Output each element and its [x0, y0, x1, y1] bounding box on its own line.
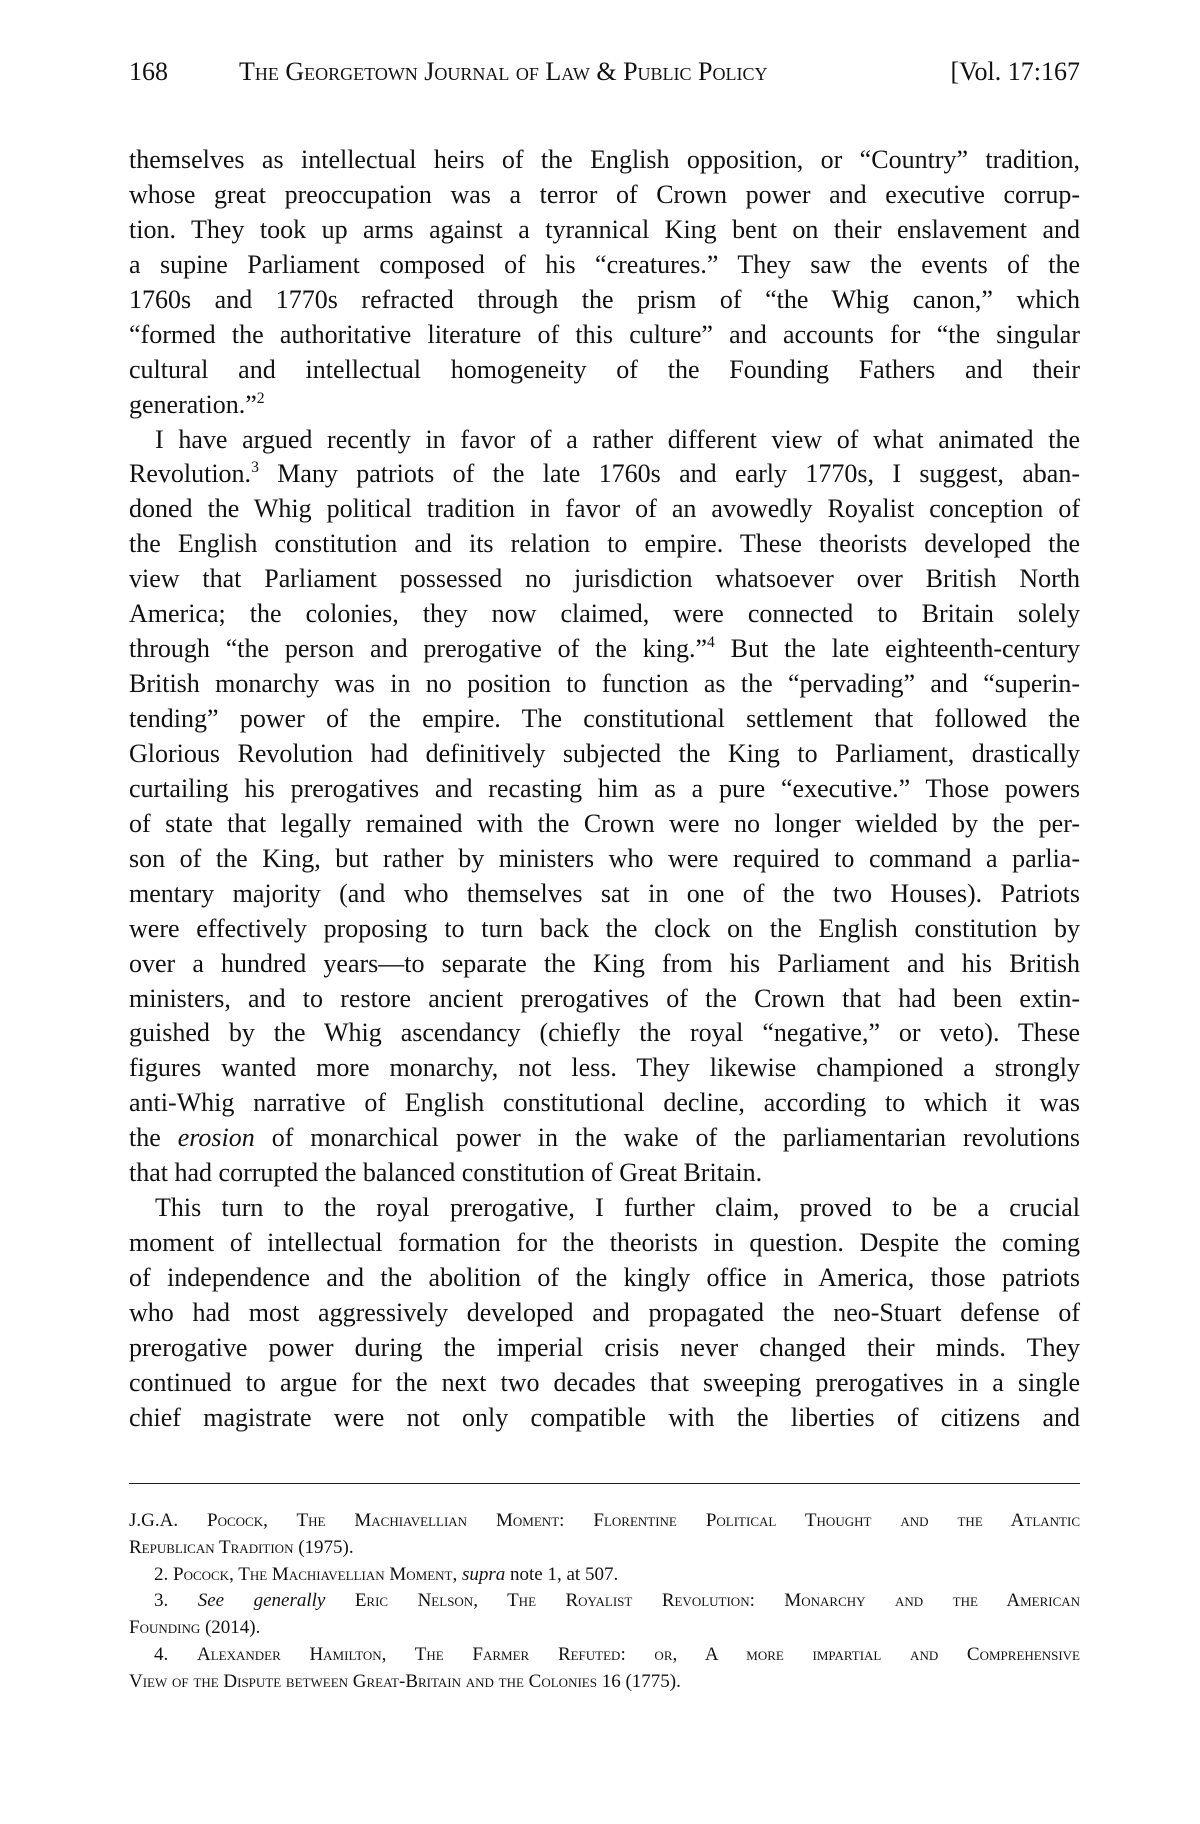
text-segment: the	[129, 1123, 178, 1153]
footnotes	[129, 1508, 1080, 1696]
text-line: I have argued recently in favor of a rather different view of what animated the	[155, 424, 1080, 454]
footnote-line	[129, 1669, 1080, 1696]
text-line: view that Parliament possessed no jurisdiction whatsoever over British North	[129, 564, 1080, 594]
text-line	[129, 388, 1080, 423]
text-segment: Founding	[129, 1617, 201, 1639]
text-line: guished by the Whig ascendancy (chiefly the royal “negative,” or veto). These	[129, 1018, 1080, 1048]
text-line: British monarchy was in no position to function as the “pervading” and “superin-	[129, 669, 1080, 699]
text-segment: View of the Dispute between Great-Britain and the Colonies	[129, 1670, 597, 1692]
volume-citation: [Vol. 17:167	[950, 57, 1080, 86]
footnote-marker: 3	[251, 459, 259, 477]
text-segment: J.G.A. Pocock, The Machiavellian Moment: Florentine Political Thought and the Atlantic	[129, 1510, 1080, 1531]
text-line: moment of intellectual formation for the theorists in question. Despite the coming	[129, 1228, 1080, 1258]
footnote-line	[129, 1588, 1080, 1615]
text-line: curtailing his prerogatives and recasting him as a pure “executive.” Those powers	[129, 773, 1080, 803]
text-segment: But the late eighteenth-century	[714, 634, 1080, 664]
text-line: mentary majority (and who themselves sat in one of the two Houses). Patriots	[129, 878, 1080, 908]
footnote	[129, 1642, 1080, 1696]
text-segment: ,	[452, 1563, 462, 1585]
text-line: the English constitution and its relation to empire. These theorists developed the	[129, 529, 1080, 559]
text-line: continued to argue for the next two decades that sweeping prerogatives in a single	[129, 1367, 1080, 1397]
text-segment: 2.	[154, 1563, 173, 1585]
text-line: cultural and intellectual homogeneity of the Founding Fathers and their	[129, 354, 1080, 384]
text-segment: through “the person and prerogative of the king.”	[129, 634, 708, 664]
text-line: 1760s and 1770s refracted through the prism of “the Whig canon,” which	[129, 284, 1080, 314]
footnote-line	[129, 1562, 1080, 1589]
text-line: were effectively proposing to turn back the clock on the English constitution by	[129, 913, 1080, 943]
text-segment: Revolution.	[129, 459, 252, 489]
text-segment: (2014).	[200, 1617, 261, 1639]
text-line: tending” power of the empire. The constitutional settlement that followed the	[129, 704, 1080, 733]
footnote-line	[129, 1508, 1080, 1535]
text-line: tion. They took up arms against a tyrannical King bent on their enslavement and	[129, 214, 1080, 244]
text-line: over a hundred years—to separate the King from his Parliament and his British	[129, 948, 1080, 978]
text-line: anti-Whig narrative of English constitutional decline, according to which it was	[129, 1088, 1080, 1118]
text-line: whose great preoccupation was a terror of Crown power and executive corrup-	[129, 179, 1080, 209]
text-line: themselves as intellectual heirs of the English opposition, or “Country” tradition,	[129, 145, 1080, 174]
text-line: figures wanted more monarchy, not less. They likewise championed a strongly	[129, 1053, 1080, 1083]
text-line: son of the King, but rather by ministers who were required to command a parlia-	[129, 843, 1080, 873]
text-segment: 3.	[154, 1590, 198, 1612]
footnote	[129, 1508, 1080, 1562]
text-segment: Eric Nelson, The Royalist Revolution: Monarchy and the American	[354, 1590, 1081, 1612]
text-line: doned the Whig political tradition in favor of an avowedly Royalist conception of	[129, 494, 1080, 524]
footnote-marker: 4	[707, 634, 715, 651]
text-line: “formed the authoritative literature of this culture” and accounts for “the singular	[129, 319, 1080, 349]
paragraph	[129, 423, 1080, 1192]
text-line: America; the colonies, they now claimed, were connected to Britain solely	[129, 599, 1080, 629]
body-text	[129, 143, 1080, 1436]
paragraph	[129, 1191, 1080, 1436]
text-line: of state that legally remained with the Crown were no longer wielded by the per-	[129, 808, 1080, 838]
text-line: chief magistrate were not only compatible with the liberties of citizens and	[129, 1402, 1080, 1432]
text-line: Glorious Revolution had definitively subjected the King to Parliament, drastically	[129, 738, 1080, 768]
text-segment: Republican Tradition	[129, 1536, 294, 1558]
text-segment: 16 (1775).	[596, 1670, 681, 1692]
text-line: of independence and the abolition of the kingly office in America, those patriots	[129, 1263, 1080, 1292]
text-segment: generation.”	[129, 389, 257, 419]
journal-title: The Georgetown Journal of Law & Public Policy	[239, 57, 768, 86]
text-segment: 4.	[154, 1643, 197, 1665]
page-number: 168	[129, 57, 168, 86]
text-line: that had corrupted the balanced constitution of Great Britain.	[129, 1158, 763, 1188]
text-segment: erosion	[177, 1123, 255, 1153]
footnote-divider	[129, 1483, 1080, 1484]
text-line: This turn to the royal prerogative, I further claim, proved to be a crucial	[155, 1193, 1080, 1223]
text-segment: Pocock, The Machiavellian Moment	[173, 1563, 453, 1585]
running-header	[129, 54, 1080, 90]
footnote-line	[129, 1535, 1080, 1562]
text-line: ministers, and to restore ancient prerogatives of the Crown that had been extin-	[129, 983, 1080, 1013]
text-segment: supra	[461, 1563, 506, 1585]
text-line: a supine Parliament composed of his “creatures.” They saw the events of the	[129, 249, 1080, 279]
text-segment: note 1, at 507.	[505, 1563, 619, 1585]
paragraph	[129, 143, 1080, 423]
text-segment: (1975).	[293, 1536, 354, 1558]
text-segment: Many patriots of the late 1760s and early 1770s, I suggest, aban-	[258, 459, 1080, 489]
text-line: who had most aggressively developed and propagated the neo-Stuart defense of	[129, 1297, 1080, 1327]
footnote	[129, 1588, 1080, 1642]
text-line	[129, 1121, 1080, 1156]
footnote-line	[129, 1642, 1080, 1669]
footnote	[129, 1562, 1080, 1589]
footnote-marker: 2	[256, 389, 265, 407]
text-line	[129, 457, 1080, 492]
text-line: prerogative power during the imperial crisis never changed their minds. They	[129, 1332, 1080, 1362]
text-segment: of monarchical power in the wake of the parliamentarian revolutions	[254, 1123, 1080, 1153]
text-segment: See generally	[197, 1590, 326, 1612]
text-segment	[325, 1590, 354, 1611]
footnote-line	[129, 1615, 1080, 1642]
text-segment: Alexander Hamilton, The Farmer Refuted: or, A more impartial and Comprehensive	[196, 1643, 1080, 1665]
text-line	[129, 632, 1080, 667]
